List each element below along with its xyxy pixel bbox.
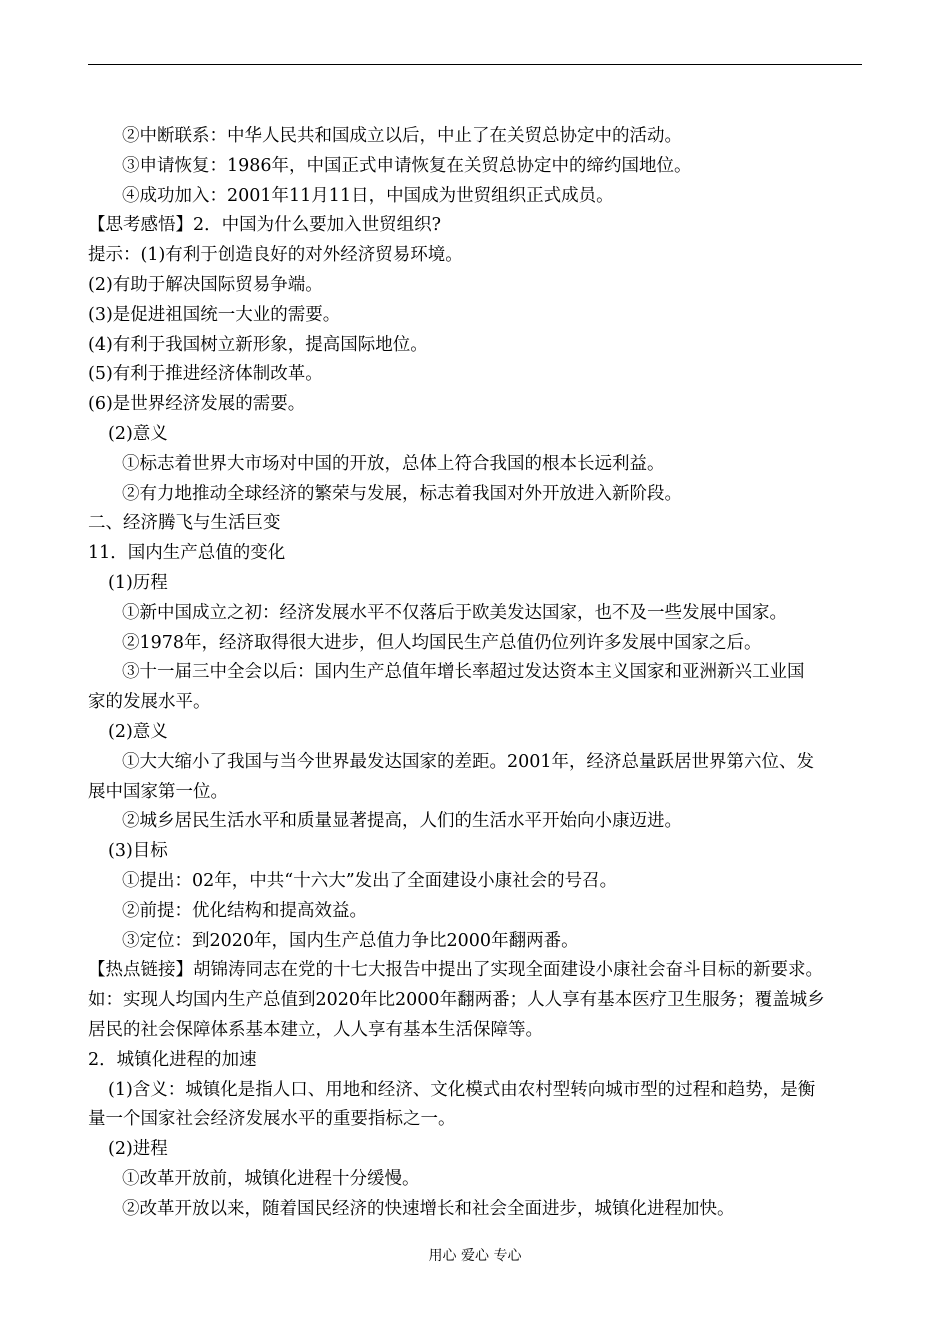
text-line: 【热点链接】胡锦涛同志在党的十七大报告中提出了实现全面建设小康社会奋斗目标的新要求。 [88,960,823,981]
text-line: 提示：(1)有利于创造良好的对外经济贸易环境。 [88,245,463,266]
text-line: ②有力地推动全球经济的繁荣与发展，标志着我国对外开放进入新阶段。 [122,483,682,504]
text-line: (3)是促进祖国统一大业的需要。 [88,304,341,325]
text-line: 2．城镇化进程的加速 [88,1049,257,1070]
text-line: (2)意义 [108,423,168,444]
text-line: (4)有利于我国树立新形象，提高国际地位。 [88,334,428,355]
text-line: 【思考感悟】2．中国为什么要加入世贸组织? [88,215,442,236]
text-line: (5)有利于推进经济体制改革。 [88,364,323,385]
text-line: ③申请恢复：1986年，中国正式申请恢复在关贸总协定中的缔约国地位。 [122,155,692,176]
document-body [88,122,868,1224]
text-line: 二、经济腾飞与生活巨变 [88,513,281,534]
header-rule [88,64,862,65]
text-line: (2)有助于解决国际贸易争端。 [88,274,323,295]
text-line: ①新中国成立之初：经济发展水平不仅落后于欧美发达国家，也不及一些发展中国家。 [122,602,787,623]
text-line: ①改革开放前，城镇化进程十分缓慢。 [122,1168,420,1189]
text-line: (2)意义 [108,721,168,742]
text-line: ③十一届三中全会以后：国内生产总值年增长率超过发达资本主义国家和亚洲新兴工业国 [122,662,805,683]
text-line: (1)含义：城镇化是指人口、用地和经济、文化模式由农村型转向城市型的过程和趋势，是衡 [108,1079,816,1100]
text-line: ②改革开放以来，随着国民经济的快速增长和社会全面进步，城镇化进程加快。 [122,1198,735,1219]
text-line: ②前提：优化结构和提高效益。 [122,900,367,921]
text-line: ④成功加入：2001年11月11日，中国成为世贸组织正式成员。 [122,185,614,206]
text-line: ①提出：02年，中共“十六大”发出了全面建设小康社会的号召。 [122,870,618,891]
text-line: 11．国内生产总值的变化 [88,543,286,564]
text-line: (6)是世界经济发展的需要。 [88,394,306,415]
text-line: ②城乡居民生活水平和质量显著提高，人们的生活水平开始向小康迈进。 [122,811,682,832]
text-line: ①大大缩小了我国与当今世界最发达国家的差距。2001年，经济总量跃居世界第六位、发 [122,751,815,772]
text-line: 展中国家第一位。 [88,781,228,802]
text-line: (2)进程 [108,1139,168,1160]
text-line: (1)历程 [108,572,168,593]
text-line: 如：实现人均国内生产总值到2020年比2000年翻两番；人人享有基本医疗卫生服务；覆盖城乡 [88,990,825,1011]
text-line: ②1978年，经济取得很大进步，但人均国民生产总值仍位列许多发展中国家之后。 [122,632,762,653]
text-line: ①标志着世界大市场对中国的开放，总体上符合我国的根本长远利益。 [122,453,665,474]
text-line: 家的发展水平。 [88,692,211,713]
page-footer: 用心 爱心 专心 [428,1248,522,1264]
text-line: (3)目标 [108,841,168,862]
text-line: ②中断联系：中华人民共和国成立以后，中止了在关贸总协定中的活动。 [122,126,682,146]
text-line: ③定位：到2020年，国内生产总值力争比2000年翻两番。 [122,930,579,951]
text-line: 居民的社会保障体系基本建立，人人享有基本生活保障等。 [88,1019,543,1040]
text-line: 量一个国家社会经济发展水平的重要指标之一。 [88,1109,456,1130]
